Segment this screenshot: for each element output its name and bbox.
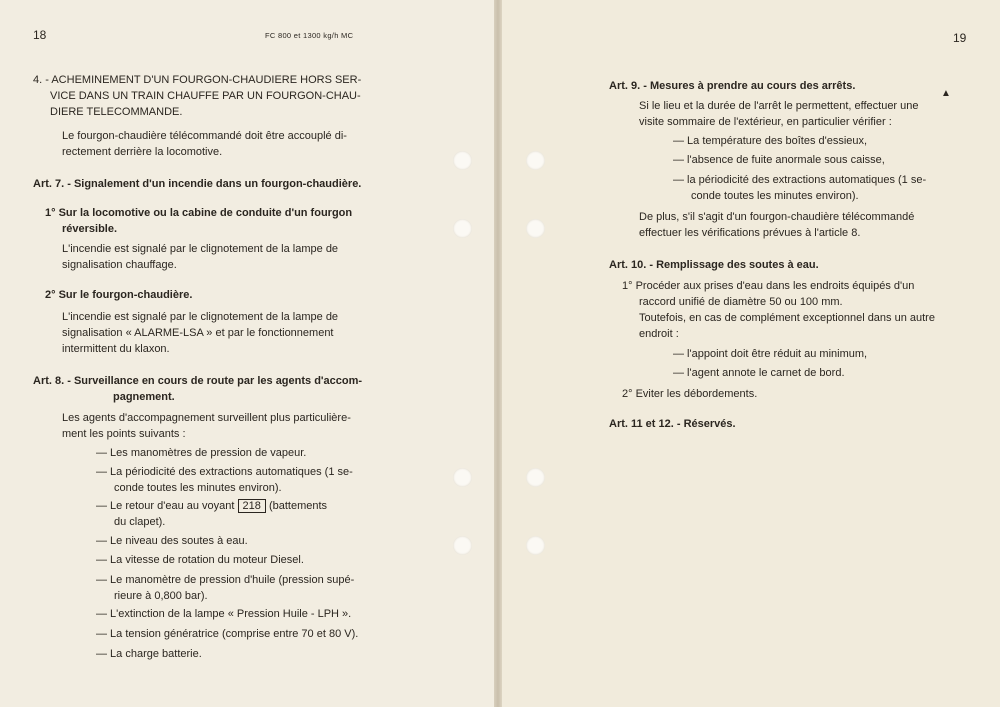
text-fragment: — Le retour d'eau au voyant xyxy=(96,500,235,512)
text-line: visite sommaire de l'extérieur, en particulier vérifier : xyxy=(639,116,892,128)
art10-p1 xyxy=(622,278,970,342)
text-line: — la périodicité des extractions automatiques (1 se- xyxy=(673,174,927,186)
art8-item xyxy=(96,498,396,530)
text-line: L'incendie est signalé par le clignotement de la lampe de xyxy=(62,311,339,323)
art8-item xyxy=(96,464,396,496)
art9-title: Art. 9. - Mesures à prendre au cours des arrêts. xyxy=(609,80,856,92)
text-line xyxy=(96,498,396,514)
art9-body xyxy=(639,98,969,130)
text-line: Toutefois, en cas de complément exceptionnel dans un autre xyxy=(639,312,935,324)
text-line: pagnement. xyxy=(113,391,175,403)
text-line: — Le manomètre de pression d'huile (pression supé- xyxy=(96,574,355,586)
art9-item xyxy=(673,172,973,204)
art9-item: — La température des boîtes d'essieux, xyxy=(673,135,868,147)
art7-title: Art. 7. - Signalement d'un incendie dans un fourgon-chaudière. xyxy=(33,178,362,190)
art7-p2-body xyxy=(62,309,392,357)
text-line: signalisation chauffage. xyxy=(62,259,177,271)
text-line: rectement derrière la locomotive. xyxy=(62,146,223,158)
art10-item: — l'agent annote le carnet de bord. xyxy=(673,367,845,379)
art8-item: — La vitesse de rotation du moteur Diesel. xyxy=(96,554,304,566)
book-gutter xyxy=(494,0,502,707)
art8-item: — La charge batterie. xyxy=(96,648,202,660)
page-number-left: 18 xyxy=(33,28,47,42)
art8-item: — Le niveau des soutes à eau. xyxy=(96,535,248,547)
text-line: du clapet). xyxy=(114,516,166,528)
art8-item: — Les manomètres de pression de vapeur. xyxy=(96,447,307,459)
text-line: endroit : xyxy=(639,328,679,340)
text-line: conde toutes les minutes environ). xyxy=(114,482,282,494)
binder-hole xyxy=(453,468,472,487)
binder-hole xyxy=(526,536,545,555)
running-head: FC 800 et 1300 kg/h MC xyxy=(265,31,354,40)
art10-item: — l'appoint doit être réduit au minimum, xyxy=(673,348,868,360)
art8-item xyxy=(96,572,396,604)
text-line: Le fourgon-chaudière télécommandé doit être accouplé di- xyxy=(62,130,347,142)
text-line: conde toutes les minutes environ). xyxy=(691,190,859,202)
page-number-right: 19 xyxy=(953,31,967,45)
text-line: ment les points suivants : xyxy=(62,428,186,440)
art8-intro xyxy=(62,410,392,442)
binder-hole xyxy=(453,219,472,238)
text-line: VICE DANS UN TRAIN CHAUFFE PAR UN FOURGON-CHAU- xyxy=(50,90,361,102)
binder-hole xyxy=(526,468,545,487)
text-line: Les agents d'accompagnement surveillent plus particulière- xyxy=(62,412,351,424)
art8-item: — L'extinction de la lampe « Pression Huile - LPH ». xyxy=(96,608,352,620)
text-line: DIERE TELECOMMANDE. xyxy=(50,106,183,118)
art8-item: — La tension génératrice (comprise entre 70 et 80 V). xyxy=(96,628,359,640)
art7-p1-body xyxy=(62,241,392,273)
art7-p1-heading xyxy=(45,205,395,237)
pencil-mark: ▲ xyxy=(941,88,951,99)
text-line: Si le lieu et la durée de l'arrêt le permettent, effectuer une xyxy=(639,100,919,112)
text-line: réversible. xyxy=(62,223,118,235)
art9-body-2 xyxy=(639,209,969,241)
art9-item: — l'absence de fuite anormale sous caisse, xyxy=(673,154,885,166)
text-line: De plus, s'il s'agit d'un fourgon-chaudière télécommandé xyxy=(639,211,915,223)
binder-hole xyxy=(526,151,545,170)
binder-hole xyxy=(453,536,472,555)
text-line: Art. 8. - Surveillance en cours de route par les agents d'accom- xyxy=(33,375,363,387)
text-line: 4. - ACHEMINEMENT D'UN FOURGON-CHAUDIERE HORS SER- xyxy=(33,74,362,86)
text-line: — La périodicité des extractions automatiques (1 se- xyxy=(96,466,353,478)
text-line: L'incendie est signalé par le clignotement de la lampe de xyxy=(62,243,339,255)
text-line: raccord unifié de diamètre 50 ou 100 mm. xyxy=(639,296,843,308)
art7-p2-heading: 2° Sur le fourgon-chaudière. xyxy=(45,289,193,301)
section-4-title xyxy=(33,72,393,120)
text-line: signalisation « ALARME-LSA » et par le fonctionnement xyxy=(62,327,334,339)
art10-title: Art. 10. - Remplissage des soutes à eau. xyxy=(609,259,819,271)
text-line: 1° Procéder aux prises d'eau dans les endroits équipés d'un xyxy=(622,280,915,292)
text-line: effectuer les vérifications prévues à l'article 8. xyxy=(639,227,861,239)
reference-box: 218 xyxy=(238,499,266,513)
art10-p2: 2° Eviter les débordements. xyxy=(622,388,758,400)
text-line: rieure à 0,800 bar). xyxy=(114,590,208,602)
text-line: intermittent du klaxon. xyxy=(62,343,170,355)
art11-title: Art. 11 et 12. - Réservés. xyxy=(609,418,736,430)
text-fragment: (battements xyxy=(268,500,328,512)
binder-hole xyxy=(453,151,472,170)
binder-hole xyxy=(526,219,545,238)
art8-title xyxy=(33,373,398,405)
section-4-body xyxy=(62,128,392,160)
text-line: 1° Sur la locomotive ou la cabine de conduite d'un fourgon xyxy=(45,207,353,219)
